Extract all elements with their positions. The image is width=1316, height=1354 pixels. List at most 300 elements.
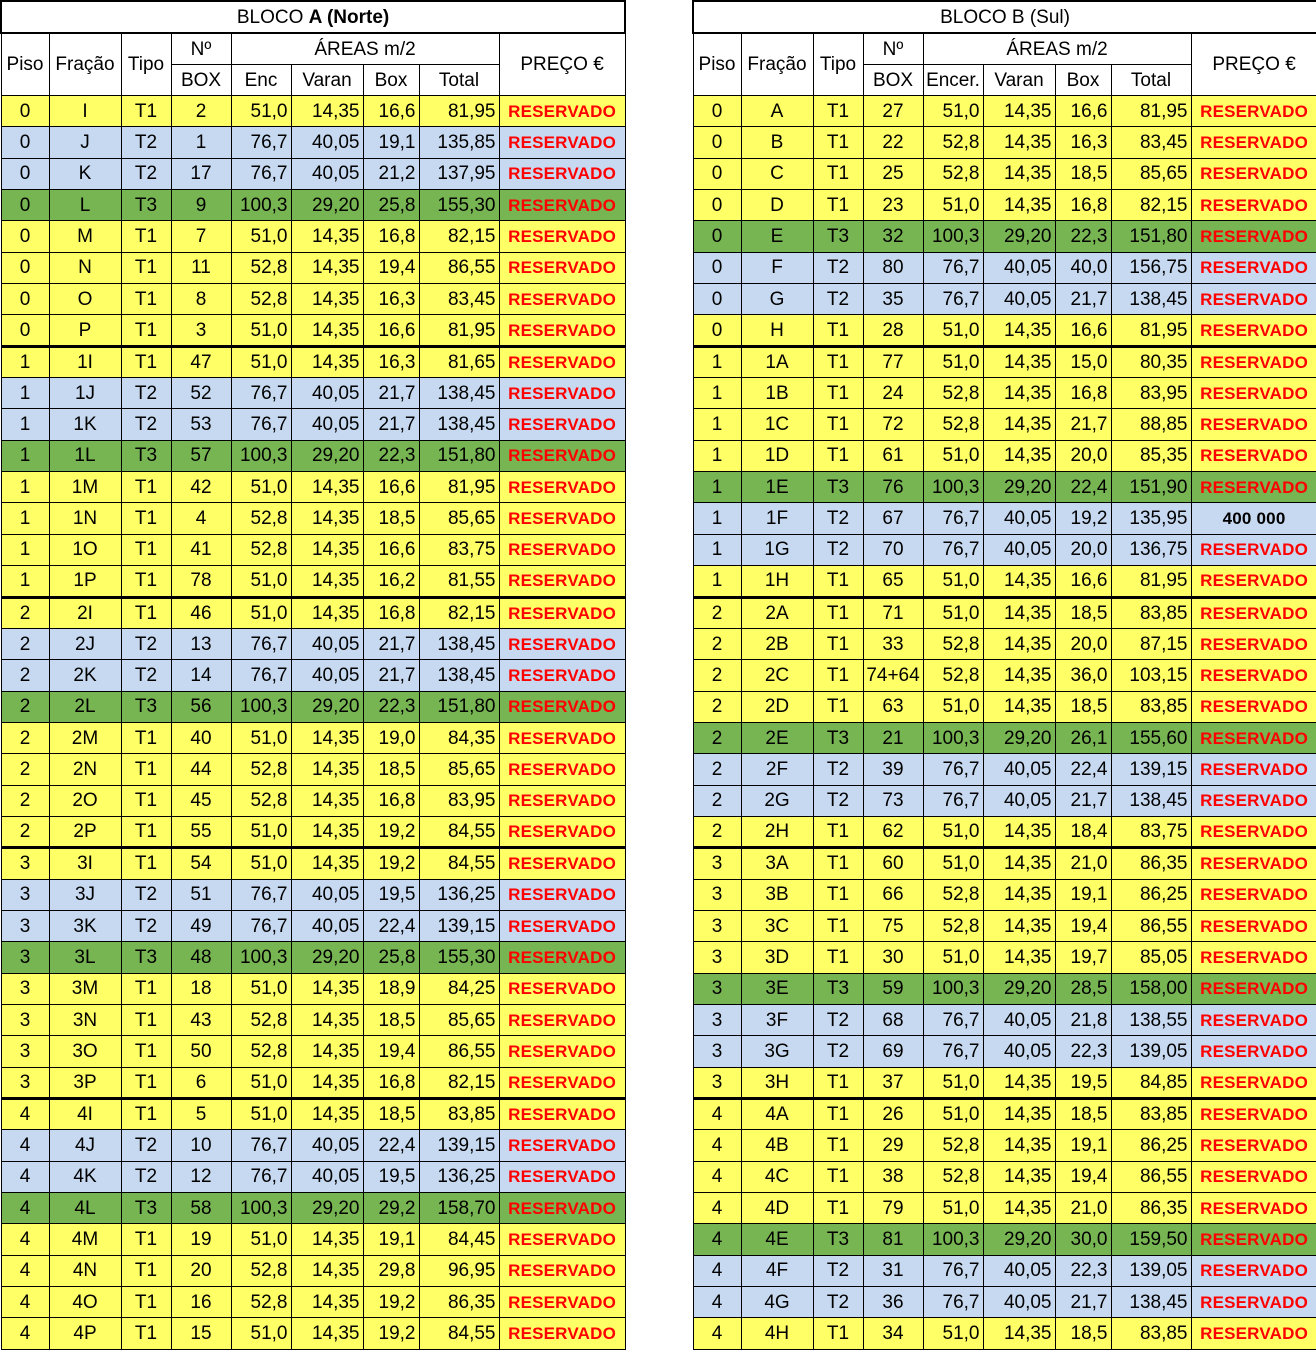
cell-preco: RESERVADO bbox=[1191, 96, 1316, 127]
cell-fracao: 2O bbox=[49, 785, 121, 816]
table-row bbox=[693, 315, 1316, 346]
cell-area-enc: 76,7 bbox=[923, 503, 983, 534]
cell-area-enc: 76,7 bbox=[231, 378, 291, 409]
cell-box-number: 37 bbox=[863, 1067, 923, 1098]
cell-tipo: T1 bbox=[813, 1067, 863, 1098]
table-row bbox=[1, 221, 625, 252]
table-row bbox=[1, 1224, 625, 1255]
cell-fracao: C bbox=[741, 158, 813, 189]
cell-tipo: T2 bbox=[813, 1287, 863, 1318]
cell-tipo: T1 bbox=[121, 1318, 171, 1349]
cell-area-box: 16,8 bbox=[1055, 378, 1111, 409]
cell-tipo: T1 bbox=[813, 158, 863, 189]
cell-fracao: 3L bbox=[49, 942, 121, 973]
cell-area-varan: 14,35 bbox=[983, 1193, 1055, 1224]
cell-fracao: N bbox=[49, 252, 121, 283]
cell-area-enc: 76,7 bbox=[231, 409, 291, 440]
cell-area-box: 19,7 bbox=[1055, 942, 1111, 973]
cell-tipo: T1 bbox=[121, 566, 171, 597]
header-areas: ÁREAS m/2 bbox=[231, 33, 499, 65]
cell-area-total: 151,80 bbox=[1111, 221, 1191, 252]
table-row bbox=[1, 440, 625, 471]
cell-area-varan: 14,35 bbox=[291, 346, 363, 377]
cell-area-varan: 29,20 bbox=[291, 691, 363, 722]
header-tipo: Tipo bbox=[813, 33, 863, 96]
cell-area-enc: 51,0 bbox=[231, 1067, 291, 1098]
cell-piso: 4 bbox=[693, 1099, 741, 1130]
cell-box-number: 43 bbox=[171, 1004, 231, 1035]
cell-area-box: 16,6 bbox=[1055, 315, 1111, 346]
cell-piso: 2 bbox=[1, 816, 49, 847]
cell-area-box: 18,5 bbox=[1055, 158, 1111, 189]
cell-area-box: 19,2 bbox=[1055, 503, 1111, 534]
cell-piso: 1 bbox=[1, 534, 49, 565]
cell-preco: RESERVADO bbox=[1191, 879, 1316, 910]
cell-preco: RESERVADO bbox=[1191, 628, 1316, 659]
cell-area-enc: 52,8 bbox=[923, 378, 983, 409]
cell-box-number: 42 bbox=[171, 472, 231, 503]
cell-preco: RESERVADO bbox=[1191, 1318, 1316, 1349]
cell-piso: 4 bbox=[1, 1287, 49, 1318]
cell-piso: 3 bbox=[693, 879, 741, 910]
cell-box-number: 12 bbox=[171, 1161, 231, 1192]
cell-area-box: 22,3 bbox=[363, 691, 419, 722]
cell-tipo: T1 bbox=[813, 346, 863, 377]
cell-area-total: 88,85 bbox=[1111, 409, 1191, 440]
cell-area-varan: 29,20 bbox=[291, 1193, 363, 1224]
cell-fracao: M bbox=[49, 221, 121, 252]
cell-preco: RESERVADO bbox=[499, 973, 625, 1004]
cell-area-total: 158,70 bbox=[419, 1193, 499, 1224]
cell-area-varan: 29,20 bbox=[983, 472, 1055, 503]
cell-box-number: 8 bbox=[171, 284, 231, 315]
cell-area-varan: 14,35 bbox=[983, 127, 1055, 158]
cell-fracao: 2H bbox=[741, 816, 813, 847]
cell-fracao: 3G bbox=[741, 1036, 813, 1067]
cell-box-number: 34 bbox=[863, 1318, 923, 1349]
table-row bbox=[1, 315, 625, 346]
cell-area-total: 82,15 bbox=[1111, 190, 1191, 221]
cell-preco: RESERVADO bbox=[1191, 1287, 1316, 1318]
cell-area-varan: 40,05 bbox=[983, 1036, 1055, 1067]
block-title-prefix: BLOCO bbox=[236, 6, 309, 28]
table-row bbox=[693, 754, 1316, 785]
cell-fracao: 2M bbox=[49, 722, 121, 753]
cell-area-box: 16,8 bbox=[363, 785, 419, 816]
cell-tipo: T2 bbox=[813, 1004, 863, 1035]
cell-tipo: T2 bbox=[121, 127, 171, 158]
cell-area-total: 138,45 bbox=[1111, 284, 1191, 315]
cell-area-total: 82,15 bbox=[419, 597, 499, 628]
cell-area-total: 138,45 bbox=[419, 409, 499, 440]
cell-area-enc: 100,3 bbox=[231, 691, 291, 722]
table-row bbox=[693, 1004, 1316, 1035]
cell-tipo: T2 bbox=[813, 503, 863, 534]
cell-area-varan: 40,05 bbox=[291, 910, 363, 941]
cell-fracao: 4B bbox=[741, 1130, 813, 1161]
cell-area-varan: 14,35 bbox=[983, 1130, 1055, 1161]
cell-area-box: 16,6 bbox=[1055, 96, 1111, 127]
cell-box-number: 48 bbox=[171, 942, 231, 973]
cell-area-varan: 14,35 bbox=[291, 1099, 363, 1130]
cell-piso: 4 bbox=[1, 1099, 49, 1130]
table-row bbox=[693, 158, 1316, 189]
cell-fracao: 1G bbox=[741, 534, 813, 565]
cell-fracao: 2A bbox=[741, 597, 813, 628]
cell-area-box: 16,8 bbox=[363, 1067, 419, 1098]
cell-box-number: 49 bbox=[171, 910, 231, 941]
table-row bbox=[693, 1161, 1316, 1192]
table-row bbox=[1, 942, 625, 973]
cell-area-total: 138,55 bbox=[1111, 1004, 1191, 1035]
cell-area-box: 16,3 bbox=[1055, 127, 1111, 158]
cell-preco: RESERVADO bbox=[1191, 1004, 1316, 1035]
cell-tipo: T1 bbox=[121, 1004, 171, 1035]
table-row bbox=[693, 816, 1316, 847]
cell-tipo: T1 bbox=[813, 127, 863, 158]
cell-area-enc: 100,3 bbox=[923, 221, 983, 252]
cell-area-enc: 52,8 bbox=[923, 1130, 983, 1161]
cell-area-total: 96,95 bbox=[419, 1255, 499, 1286]
cell-area-enc: 51,0 bbox=[231, 472, 291, 503]
cell-area-varan: 14,35 bbox=[983, 346, 1055, 377]
table-row bbox=[693, 1255, 1316, 1286]
cell-area-enc: 52,8 bbox=[231, 754, 291, 785]
cell-area-box: 18,5 bbox=[1055, 1099, 1111, 1130]
cell-area-total: 84,35 bbox=[419, 722, 499, 753]
cell-area-enc: 76,7 bbox=[923, 534, 983, 565]
cell-fracao: 4K bbox=[49, 1161, 121, 1192]
cell-area-enc: 76,7 bbox=[923, 1287, 983, 1318]
cell-area-varan: 14,35 bbox=[983, 378, 1055, 409]
cell-area-enc: 51,0 bbox=[923, 315, 983, 346]
cell-piso: 2 bbox=[693, 785, 741, 816]
cell-area-total: 151,90 bbox=[1111, 472, 1191, 503]
cell-preco: RESERVADO bbox=[1191, 973, 1316, 1004]
table-row bbox=[1, 1287, 625, 1318]
table-row bbox=[1, 785, 625, 816]
cell-preco: RESERVADO bbox=[499, 628, 625, 659]
cell-fracao: K bbox=[49, 158, 121, 189]
cell-area-total: 81,55 bbox=[419, 566, 499, 597]
cell-piso: 1 bbox=[693, 566, 741, 597]
table-row bbox=[693, 848, 1316, 879]
cell-box-number: 5 bbox=[171, 1099, 231, 1130]
cell-fracao: E bbox=[741, 221, 813, 252]
cell-area-varan: 40,05 bbox=[983, 785, 1055, 816]
cell-fracao: 3E bbox=[741, 973, 813, 1004]
cell-fracao: 1B bbox=[741, 378, 813, 409]
cell-preco: RESERVADO bbox=[1191, 566, 1316, 597]
cell-fracao: I bbox=[49, 96, 121, 127]
cell-piso: 0 bbox=[693, 96, 741, 127]
cell-area-enc: 76,7 bbox=[231, 910, 291, 941]
cell-fracao: 1D bbox=[741, 440, 813, 471]
cell-tipo: T2 bbox=[121, 409, 171, 440]
cell-box-number: 33 bbox=[863, 628, 923, 659]
cell-area-box: 18,5 bbox=[363, 1099, 419, 1130]
cell-fracao: 3D bbox=[741, 942, 813, 973]
cell-box-number: 27 bbox=[863, 96, 923, 127]
cell-piso: 4 bbox=[693, 1224, 741, 1255]
cell-area-box: 22,3 bbox=[363, 440, 419, 471]
cell-area-enc: 76,7 bbox=[923, 1255, 983, 1286]
cell-piso: 3 bbox=[1, 942, 49, 973]
cell-preco: RESERVADO bbox=[499, 597, 625, 628]
cell-fracao: 2E bbox=[741, 722, 813, 753]
cell-area-box: 19,0 bbox=[363, 722, 419, 753]
cell-area-enc: 76,7 bbox=[923, 284, 983, 315]
cell-area-box: 16,2 bbox=[363, 566, 419, 597]
cell-area-total: 155,30 bbox=[419, 190, 499, 221]
cell-area-box: 25,8 bbox=[363, 942, 419, 973]
cell-fracao: 2L bbox=[49, 691, 121, 722]
cell-piso: 0 bbox=[1, 96, 49, 127]
cell-tipo: T3 bbox=[121, 190, 171, 221]
cell-area-varan: 29,20 bbox=[291, 942, 363, 973]
cell-tipo: T2 bbox=[121, 1130, 171, 1161]
cell-box-number: 51 bbox=[171, 879, 231, 910]
cell-area-varan: 29,20 bbox=[291, 440, 363, 471]
cell-area-varan: 14,35 bbox=[291, 722, 363, 753]
cell-area-box: 22,4 bbox=[363, 1130, 419, 1161]
cell-fracao: 1N bbox=[49, 503, 121, 534]
cell-tipo: T1 bbox=[121, 1287, 171, 1318]
cell-tipo: T1 bbox=[121, 503, 171, 534]
cell-area-varan: 14,35 bbox=[983, 879, 1055, 910]
cell-box-number: 1 bbox=[171, 127, 231, 158]
cell-area-box: 16,3 bbox=[363, 284, 419, 315]
blockB-grid bbox=[692, 0, 1316, 1350]
cell-fracao: 2P bbox=[49, 816, 121, 847]
cell-area-total: 83,95 bbox=[419, 785, 499, 816]
cell-area-box: 18,5 bbox=[363, 503, 419, 534]
cell-preco: RESERVADO bbox=[499, 848, 625, 879]
cell-box-number: 69 bbox=[863, 1036, 923, 1067]
cell-preco: RESERVADO bbox=[499, 1255, 625, 1286]
cell-preco: RESERVADO bbox=[499, 691, 625, 722]
cell-preco: RESERVADO bbox=[1191, 190, 1316, 221]
cell-area-varan: 40,05 bbox=[291, 660, 363, 691]
table-row bbox=[1, 158, 625, 189]
cell-fracao: 2I bbox=[49, 597, 121, 628]
cell-tipo: T1 bbox=[121, 1255, 171, 1286]
cell-box-number: 54 bbox=[171, 848, 231, 879]
cell-area-total: 138,45 bbox=[1111, 1287, 1191, 1318]
cell-box-number: 60 bbox=[863, 848, 923, 879]
cell-preco: RESERVADO bbox=[499, 96, 625, 127]
cell-box-number: 63 bbox=[863, 691, 923, 722]
cell-piso: 3 bbox=[1, 879, 49, 910]
header-box: Box bbox=[1055, 65, 1111, 96]
cell-box-number: 76 bbox=[863, 472, 923, 503]
cell-tipo: T1 bbox=[121, 1036, 171, 1067]
cell-area-varan: 14,35 bbox=[291, 1318, 363, 1349]
cell-area-total: 85,65 bbox=[1111, 158, 1191, 189]
cell-area-varan: 14,35 bbox=[291, 1004, 363, 1035]
cell-area-total: 82,15 bbox=[419, 221, 499, 252]
cell-area-varan: 14,35 bbox=[291, 221, 363, 252]
block-title bbox=[693, 1, 1316, 33]
cell-preco: RESERVADO bbox=[1191, 785, 1316, 816]
table-row bbox=[1, 378, 625, 409]
cell-fracao: 3H bbox=[741, 1067, 813, 1098]
cell-area-total: 83,95 bbox=[1111, 378, 1191, 409]
cell-area-enc: 52,8 bbox=[231, 284, 291, 315]
cell-area-box: 18,5 bbox=[1055, 1318, 1111, 1349]
cell-piso: 2 bbox=[1, 722, 49, 753]
table-row bbox=[1, 472, 625, 503]
cell-area-total: 85,65 bbox=[419, 1004, 499, 1035]
cell-piso: 0 bbox=[1, 221, 49, 252]
cell-piso: 2 bbox=[1, 785, 49, 816]
cell-area-enc: 76,7 bbox=[923, 754, 983, 785]
cell-preco: RESERVADO bbox=[1191, 816, 1316, 847]
cell-area-total: 139,05 bbox=[1111, 1255, 1191, 1286]
cell-area-enc: 52,8 bbox=[923, 628, 983, 659]
cell-piso: 4 bbox=[693, 1193, 741, 1224]
cell-preco: RESERVADO bbox=[1191, 691, 1316, 722]
cell-tipo: T1 bbox=[813, 1161, 863, 1192]
cell-box-number: 72 bbox=[863, 409, 923, 440]
cell-piso: 0 bbox=[693, 284, 741, 315]
cell-preco: RESERVADO bbox=[1191, 252, 1316, 283]
cell-box-number: 68 bbox=[863, 1004, 923, 1035]
cell-preco: RESERVADO bbox=[499, 660, 625, 691]
cell-fracao: 1O bbox=[49, 534, 121, 565]
cell-area-enc: 51,0 bbox=[923, 1193, 983, 1224]
cell-tipo: T2 bbox=[121, 158, 171, 189]
cell-area-box: 21,2 bbox=[363, 158, 419, 189]
cell-area-enc: 52,8 bbox=[231, 1036, 291, 1067]
cell-box-number: 55 bbox=[171, 816, 231, 847]
cell-box-number: 75 bbox=[863, 910, 923, 941]
cell-area-enc: 51,0 bbox=[923, 691, 983, 722]
cell-fracao: 4H bbox=[741, 1318, 813, 1349]
block-title-bold: A (Norte) bbox=[308, 6, 390, 28]
cell-piso: 1 bbox=[693, 346, 741, 377]
cell-box-number: 10 bbox=[171, 1130, 231, 1161]
cell-area-varan: 40,05 bbox=[983, 1255, 1055, 1286]
cell-tipo: T1 bbox=[813, 1130, 863, 1161]
cell-area-enc: 76,7 bbox=[231, 127, 291, 158]
cell-area-total: 86,25 bbox=[1111, 1130, 1191, 1161]
cell-preco: RESERVADO bbox=[1191, 660, 1316, 691]
cell-area-varan: 14,35 bbox=[291, 252, 363, 283]
header-piso: Piso bbox=[693, 33, 741, 96]
cell-fracao: 3B bbox=[741, 879, 813, 910]
cell-box-number: 53 bbox=[171, 409, 231, 440]
cell-tipo: T2 bbox=[813, 534, 863, 565]
cell-tipo: T1 bbox=[813, 566, 863, 597]
cell-area-total: 83,75 bbox=[1111, 816, 1191, 847]
cell-preco: RESERVADO bbox=[1191, 409, 1316, 440]
cell-piso: 1 bbox=[693, 440, 741, 471]
cell-tipo: T2 bbox=[813, 1255, 863, 1286]
cell-preco: RESERVADO bbox=[1191, 221, 1316, 252]
table-row bbox=[1, 503, 625, 534]
cell-piso: 2 bbox=[1, 660, 49, 691]
cell-area-box: 21,7 bbox=[363, 628, 419, 659]
cell-preco: RESERVADO bbox=[499, 1161, 625, 1192]
cell-area-enc: 51,0 bbox=[231, 221, 291, 252]
table-row bbox=[693, 96, 1316, 127]
cell-area-box: 21,7 bbox=[1055, 409, 1111, 440]
cell-preco: RESERVADO bbox=[1191, 1193, 1316, 1224]
cell-area-varan: 14,35 bbox=[983, 409, 1055, 440]
cell-box-number: 21 bbox=[863, 722, 923, 753]
cell-area-box: 21,7 bbox=[363, 378, 419, 409]
cell-area-varan: 40,05 bbox=[983, 503, 1055, 534]
cell-piso: 1 bbox=[1, 503, 49, 534]
cell-area-enc: 51,0 bbox=[923, 346, 983, 377]
cell-preco: RESERVADO bbox=[499, 1193, 625, 1224]
cell-preco: RESERVADO bbox=[499, 816, 625, 847]
cell-area-total: 85,05 bbox=[1111, 942, 1191, 973]
cell-area-enc: 52,8 bbox=[923, 158, 983, 189]
cell-tipo: T1 bbox=[813, 848, 863, 879]
cell-area-enc: 52,8 bbox=[231, 503, 291, 534]
cell-area-total: 80,35 bbox=[1111, 346, 1191, 377]
cell-area-total: 84,55 bbox=[419, 848, 499, 879]
cell-tipo: T1 bbox=[121, 346, 171, 377]
cell-tipo: T1 bbox=[121, 1099, 171, 1130]
table-row bbox=[1, 1004, 625, 1035]
cell-area-total: 85,65 bbox=[419, 503, 499, 534]
table-row bbox=[693, 472, 1316, 503]
cell-area-total: 138,45 bbox=[419, 628, 499, 659]
cell-piso: 1 bbox=[693, 472, 741, 503]
cell-area-total: 86,35 bbox=[419, 1287, 499, 1318]
cell-area-varan: 14,35 bbox=[291, 315, 363, 346]
cell-fracao: 3K bbox=[49, 910, 121, 941]
cell-fracao: A bbox=[741, 96, 813, 127]
cell-area-enc: 51,0 bbox=[231, 848, 291, 879]
cell-area-box: 16,8 bbox=[1055, 190, 1111, 221]
cell-tipo: T1 bbox=[121, 221, 171, 252]
cell-piso: 4 bbox=[693, 1130, 741, 1161]
cell-tipo: T3 bbox=[813, 973, 863, 1004]
cell-preco: RESERVADO bbox=[499, 566, 625, 597]
cell-fracao: G bbox=[741, 284, 813, 315]
cell-area-varan: 40,05 bbox=[291, 158, 363, 189]
cell-piso: 2 bbox=[693, 722, 741, 753]
cell-preco: RESERVADO bbox=[1191, 127, 1316, 158]
cell-area-total: 139,15 bbox=[419, 910, 499, 941]
cell-area-varan: 40,05 bbox=[291, 628, 363, 659]
cell-box-number: 35 bbox=[863, 284, 923, 315]
cell-tipo: T3 bbox=[121, 1193, 171, 1224]
cell-piso: 1 bbox=[1, 409, 49, 440]
cell-tipo: T1 bbox=[813, 691, 863, 722]
cell-piso: 1 bbox=[1, 566, 49, 597]
table-row bbox=[693, 1099, 1316, 1130]
cell-piso: 4 bbox=[693, 1287, 741, 1318]
cell-preco: RESERVADO bbox=[499, 1067, 625, 1098]
cell-tipo: T1 bbox=[813, 409, 863, 440]
table-row bbox=[1, 566, 625, 597]
table-row bbox=[1, 346, 625, 377]
cell-area-box: 22,4 bbox=[363, 910, 419, 941]
table-row bbox=[1, 660, 625, 691]
cell-tipo: T2 bbox=[813, 284, 863, 315]
cell-preco: RESERVADO bbox=[499, 910, 625, 941]
cell-fracao: 3F bbox=[741, 1004, 813, 1035]
cell-area-varan: 14,35 bbox=[983, 1318, 1055, 1349]
cell-area-total: 81,65 bbox=[419, 346, 499, 377]
cell-piso: 4 bbox=[1, 1318, 49, 1349]
cell-area-enc: 76,7 bbox=[923, 1004, 983, 1035]
